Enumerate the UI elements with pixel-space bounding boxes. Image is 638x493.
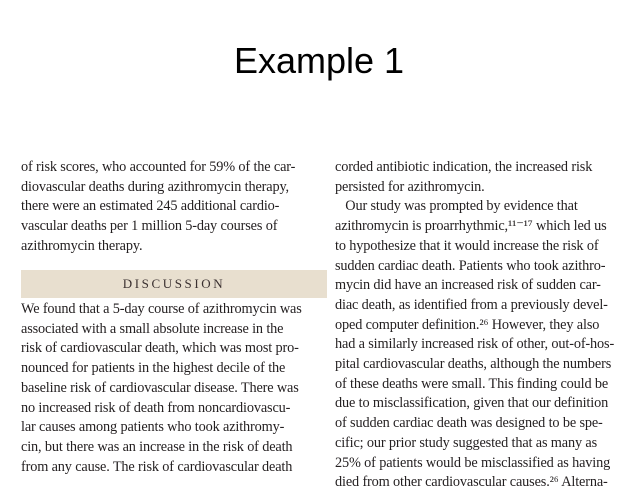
text-line: diovascular deaths during azithromycin therapy, <box>21 178 289 195</box>
text-line: no increased risk of death from noncardiovascu- <box>21 399 291 416</box>
text-line: azithromycin therapy. <box>21 237 143 254</box>
slide-title: Example 1 <box>233 40 405 81</box>
text-line: due to misclassification, given that our definition <box>335 395 609 412</box>
text-line: We found that a 5-day course of azithromycin was <box>21 301 302 317</box>
discussion-paragraph <box>21 300 302 477</box>
text-line: of sudden cardiac death was designed to be spe- <box>335 415 603 432</box>
text-line: cific; our prior study suggested that as many as <box>335 434 597 451</box>
text-line: Our study was prompted by evidence that <box>335 198 578 215</box>
text-line: vascular deaths per 1 million 5-day courses of <box>21 218 278 235</box>
text-line: of risk scores, who accounted for 59% of the car- <box>21 159 296 175</box>
article-excerpt <box>21 158 630 491</box>
text-line: oped computer definition.²⁶ However, they also <box>335 316 600 333</box>
text-line: baseline risk of cardiovascular disease. There was <box>21 379 299 396</box>
text-line: from any cause. The risk of cardiovascular death <box>21 458 293 475</box>
text-line: diac death, as identified from a previously devel- <box>335 296 608 313</box>
section-heading-discussion: DISCUSSION <box>21 270 327 298</box>
text-line: of these deaths were small. This finding could be <box>335 375 609 392</box>
text-line: persisted for azithromycin. <box>335 178 485 195</box>
text-line: to hypothesize that it would increase the risk of <box>335 237 599 254</box>
text-line: sudden cardiac death. Patients who took azithro- <box>335 257 606 274</box>
text-line: azithromycin is proarrhythmic,¹¹⁻¹⁷ which led us <box>335 218 607 235</box>
text-line: 25% of patients would be misclassified as having <box>335 454 611 471</box>
right-column <box>335 158 630 493</box>
text-line: had a similarly increased risk of other, out-of-hos- <box>335 336 615 353</box>
text-line: died from other cardiovascular causes.²⁶ Alterna- <box>335 474 608 491</box>
text-line: corded antibiotic indication, the increased risk <box>335 159 593 175</box>
text-line: there were an estimated 245 additional cardio- <box>21 198 280 215</box>
text-line: associated with a small absolute increase in the <box>21 320 284 337</box>
text-line: risk of cardiovascular death, which was most pro- <box>21 340 299 357</box>
text-line: mycin did have an increased risk of sudden car- <box>335 277 601 294</box>
text-line: cin, but there was an increase in the risk of death <box>21 438 293 455</box>
results-paragraph-end <box>21 158 295 257</box>
text-line: nounced for patients in the highest decile of the <box>21 360 286 377</box>
text-line: pital cardiovascular deaths, although the numbers <box>335 356 612 373</box>
text-line: lar causes among patients who took azithromy- <box>21 419 285 436</box>
